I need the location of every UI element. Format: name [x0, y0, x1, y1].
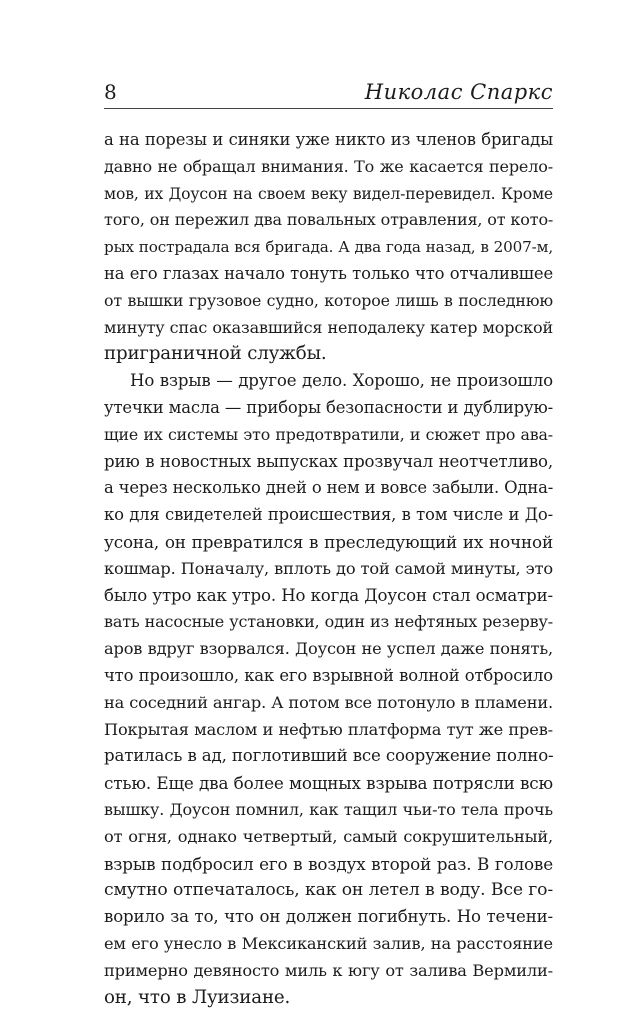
- text-line: мов, их Доусон на своем веку видел-перевидел. Кроме: [104, 181, 553, 208]
- text-line: он, что в Луизиане.: [104, 985, 553, 1011]
- text-line: ко для свидетелей происшествия, в том числе и До-: [104, 502, 553, 529]
- text-line: а на порезы и синяки уже никто из членов бригады: [104, 127, 553, 154]
- text-line: минуту спас оказавшийся неподалеку катер морской: [104, 315, 553, 342]
- text-line: приграничной службы.: [104, 341, 553, 368]
- text-line: рию в новостных выпусках прозвучал неотчетливо,: [104, 449, 553, 476]
- header-rule: [104, 108, 553, 109]
- text-line: вать насосные установки, один из нефтяных резерву-: [104, 609, 553, 636]
- text-line: от вышки грузовое судно, которое лишь в последнюю: [104, 288, 553, 315]
- text-line: усона, он превратился в преследующий их ночной: [104, 529, 553, 556]
- text-line: а через несколько дней о нем и вовсе забыли. Одна-: [104, 475, 553, 502]
- text-line: того, он пережил два повальных отравления, от кото-: [104, 207, 553, 234]
- page-number: 8: [104, 80, 117, 104]
- running-head: Николас Спаркс: [365, 80, 553, 104]
- text-line: смутно отпечаталось, как он летел в воду. Все го-: [104, 877, 553, 904]
- body-text: [104, 127, 553, 1011]
- text-line: на соседний ангар. А потом все потонуло в пламени.: [104, 690, 553, 717]
- text-line: ворило за то, что он должен погибнуть. Но течени-: [104, 904, 553, 931]
- text-line: было утро как утро. Но когда Доусон стал осматри-: [104, 583, 553, 610]
- text-line: кошмар. Поначалу, вплоть до той самой минуты, это: [104, 556, 553, 583]
- text-line: ратилась в ад, поглотивший все сооружение полно-: [104, 743, 553, 770]
- text-line: что произошло, как его взрывной волной отбросило: [104, 663, 553, 690]
- text-line: давно не обращал внимания. То же касается перело-: [104, 154, 553, 181]
- text-line: стью. Еще два более мощных взрыва потрясли всю: [104, 770, 553, 797]
- text-line: Покрытая маслом и нефтью платформа тут же прев-: [104, 717, 553, 744]
- text-line: Но взрыв — другое дело. Хорошо, не произошло: [104, 368, 553, 395]
- text-line: вышку. Доусон помнил, как тащил чьи-то тела прочь: [104, 797, 553, 824]
- text-line: примерно девяносто миль к югу от залива Вермили-: [104, 958, 553, 985]
- text-line: ем его унесло в Мексиканский залив, на расстояние: [104, 931, 553, 958]
- text-line: взрыв подбросил его в воздух второй раз. В голове: [104, 851, 553, 878]
- text-line: аров вдруг взорвался. Доусон не успел даже понять,: [104, 636, 553, 663]
- text-line: щие их системы это предотвратили, и сюжет про ава-: [104, 422, 553, 449]
- text-line: утечки масла — приборы безопасности и дублирую-: [104, 395, 553, 422]
- text-line: рых пострадала вся бригада. А два года назад, в 2007-м,: [104, 234, 553, 261]
- text-line: от огня, однако четвертый, самый сокрушительный,: [104, 824, 553, 851]
- text-line: на его глазах начало тонуть только что отчалившее: [104, 261, 553, 288]
